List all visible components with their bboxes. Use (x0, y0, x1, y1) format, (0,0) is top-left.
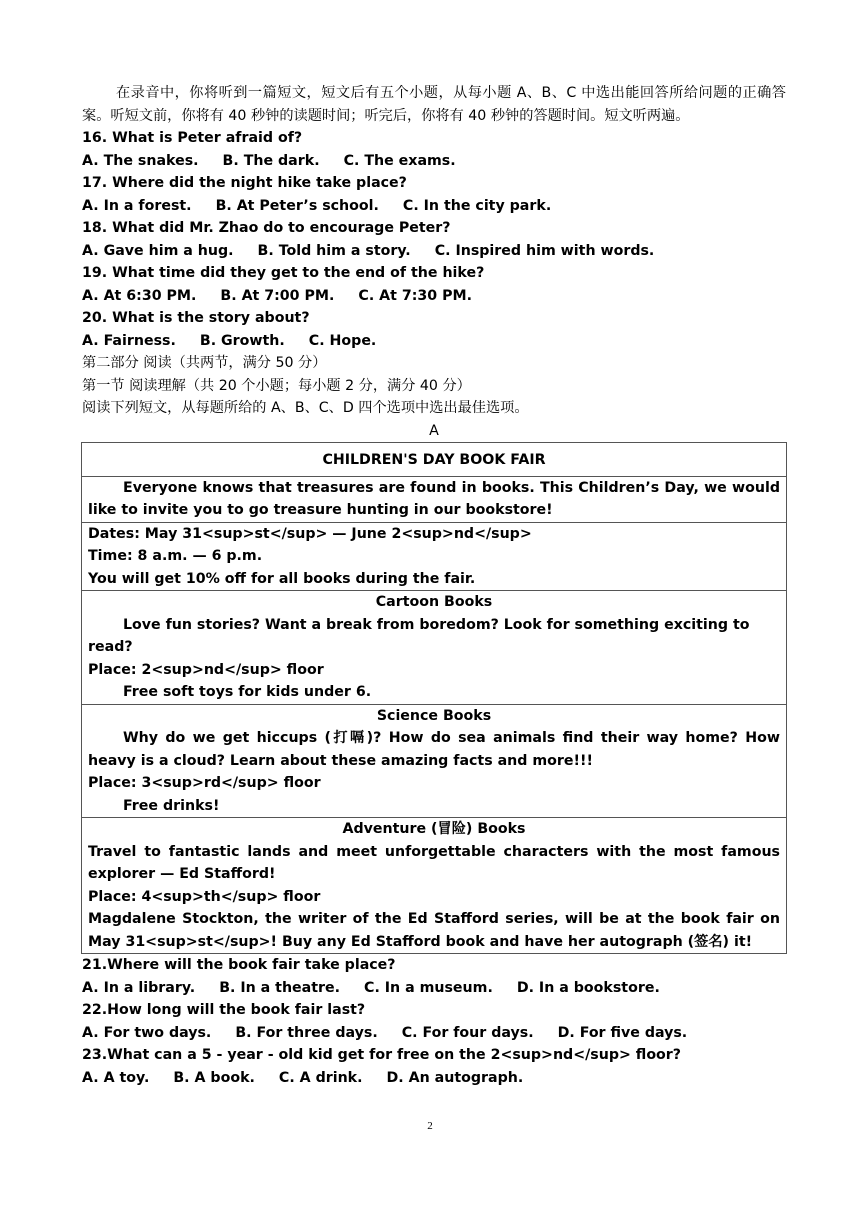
option: A. For two days. (82, 1024, 212, 1041)
science-place: Place: 3<sup>rd</sup> floor (88, 775, 321, 791)
cartoon-title: Cartoon Books (375, 594, 493, 610)
options-18 (82, 240, 786, 263)
option: B. The dark. (222, 152, 320, 169)
question-18: 18. What did Mr. Zhao do to encourage Peter? (82, 220, 451, 236)
question-21: 21.Where will the book fair take place? (82, 957, 396, 973)
option: C. Hope. (308, 332, 377, 349)
options-16 (82, 150, 786, 173)
option: A. The snakes. (82, 152, 199, 169)
science-title: Science Books (376, 707, 492, 724)
fair-title: CHILDREN'S DAY BOOK FAIR (82, 443, 787, 477)
fair-dates: Dates: May 31<sup>st</sup> — June 2<sup>nd</sup> (88, 525, 532, 542)
page-number: 2 (427, 1120, 433, 1132)
fair-time: Time: 8 a.m. — 6 p.m. (88, 548, 263, 564)
question-16: 16. What is Peter afraid of? (82, 130, 303, 146)
option: B. In a theatre. (219, 979, 341, 996)
adventure-desc: Travel to fantastic lands and meet unforgettable characters with the most famous explorer — Ed Stafford! (88, 843, 780, 882)
option: A. In a forest. (82, 197, 192, 214)
cartoon-extra: Free soft toys for kids under 6. (123, 684, 372, 700)
option: C. A drink. (278, 1069, 363, 1086)
science-section (82, 704, 787, 818)
part-title: 第二部分 阅读（共两节，满分 50 分） (82, 355, 327, 371)
option: C. Inspired him with words. (434, 242, 655, 259)
option: B. Told him a story. (257, 242, 411, 259)
question-17: 17. Where did the night hike take place? (82, 175, 407, 191)
listening-instructions: 在录音中，你将听到一篇短文，短文后有五个小题，从每小题 A、B、C 中选出能回答所给问题的正确答案。听短文前，你将有 40 秒钟的读题时间；听完后，你将有 40 秒钟的答题时间。短文听两遍。 (82, 85, 786, 124)
fair-info (82, 522, 787, 591)
cartoon-section (82, 591, 787, 705)
option: B. Growth. (199, 332, 285, 349)
options-21 (82, 977, 786, 1000)
cartoon-place: Place: 2<sup>nd</sup> floor (88, 661, 324, 678)
option: D. For five days. (557, 1024, 688, 1041)
option: A. In a library. (82, 979, 196, 996)
question-20: 20. What is the story about? (82, 310, 310, 326)
science-extra: Free drinks! (123, 797, 220, 814)
fair-intro: Everyone knows that treasures are found in books. This Children’s Day, we would like to invite you to go treasure hunting in our bookstore! (82, 476, 787, 522)
option: C. For four days. (401, 1024, 534, 1041)
option: A. A toy. (82, 1069, 150, 1086)
options-20 (82, 330, 786, 353)
reading-instruction: 阅读下列短文，从每题所给的 A、B、C、D 四个选项中选出最佳选项。 (82, 400, 529, 416)
passage-label: A (429, 422, 439, 439)
option: C. In a museum. (364, 979, 493, 996)
option: C. At 7:30 PM. (358, 287, 472, 304)
cartoon-desc: Love fun stories? Want a break from boredom? Look for something exciting to read? (88, 616, 750, 655)
adventure-extra: Magdalene Stockton, the writer of the Ed Stafford series, will be at the book fair on May 31<sup>st</sup>! Buy any Ed Stafford book and have her autograph (签名) it! (88, 911, 780, 950)
option: A. At 6:30 PM. (82, 287, 197, 304)
option: B. At Peter’s school. (215, 197, 379, 214)
option: B. At 7:00 PM. (220, 287, 335, 304)
option: B. A book. (173, 1069, 255, 1086)
adventure-place: Place: 4<sup>th</sup> floor (88, 888, 321, 905)
options-23 (82, 1067, 786, 1090)
adventure-section (82, 818, 787, 954)
listening-questions (82, 127, 786, 352)
science-desc: Why do we get hiccups (打嗝)? How do sea animals find their way home? How heavy is a cloud? Learn about these amazing facts and more!!! (88, 730, 780, 769)
book-fair-table (81, 442, 787, 954)
section-title: 第一节 阅读理解（共 20 个小题；每小题 2 分，满分 40 分） (82, 377, 471, 394)
reading-questions (82, 954, 786, 1089)
option: B. For three days. (235, 1024, 378, 1041)
question-23: 23.What can a 5 - year - old kid get for free on the 2<sup>nd</sup> floor? (82, 1047, 682, 1063)
option: C. In the city park. (402, 197, 552, 214)
fair-discount: You will get 10% off for all books during the fair. (88, 570, 476, 587)
question-22: 22.How long will the book fair last? (82, 1002, 366, 1018)
options-22 (82, 1022, 786, 1045)
adventure-title: Adventure (冒险) Books (342, 821, 526, 837)
option: D. An autograph. (386, 1069, 524, 1086)
option: A. Gave him a hug. (82, 242, 234, 259)
options-19 (82, 285, 786, 308)
option: D. In a bookstore. (516, 979, 660, 996)
question-19: 19. What time did they get to the end of the hike? (82, 265, 485, 281)
option: C. The exams. (343, 152, 456, 169)
exam-page (82, 82, 786, 1089)
option: A. Fairness. (82, 332, 176, 349)
options-17 (82, 195, 786, 218)
